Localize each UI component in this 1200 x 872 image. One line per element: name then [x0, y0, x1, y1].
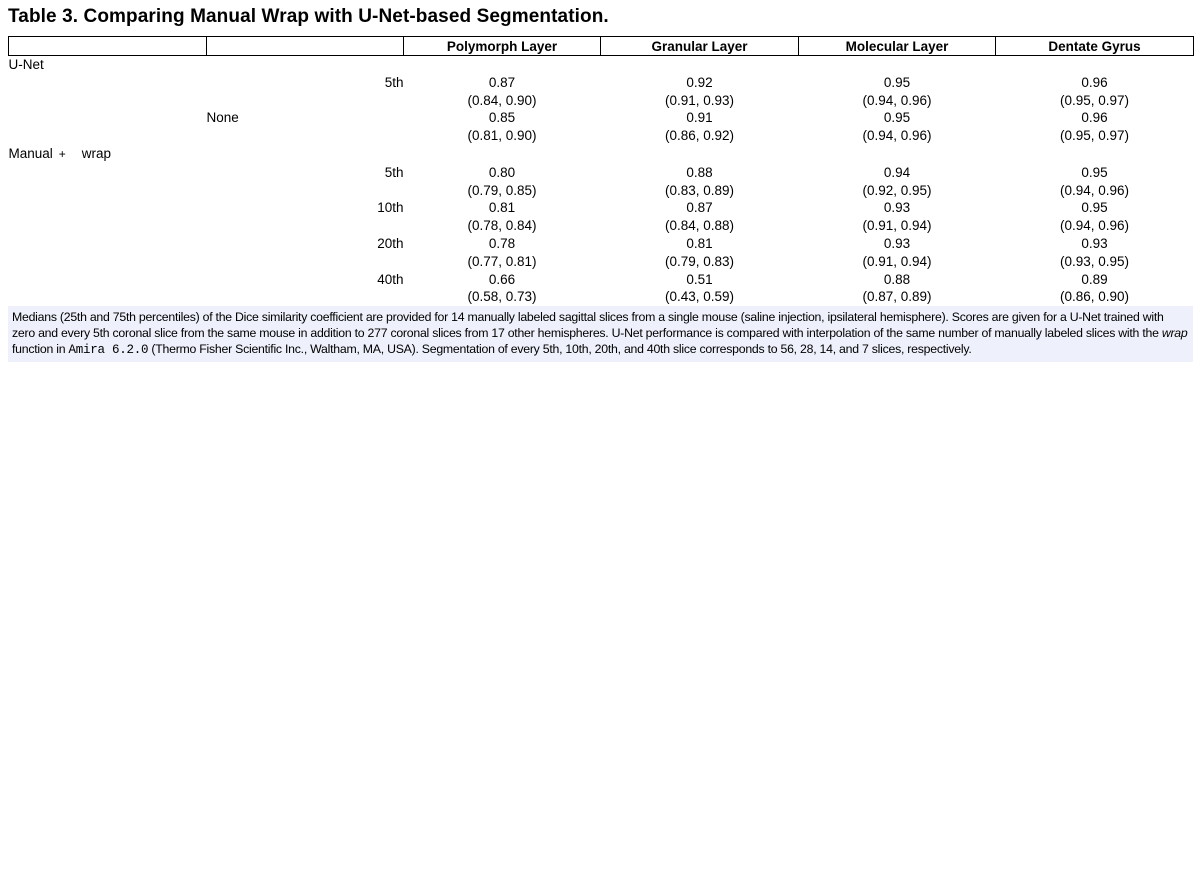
median-value: 0.92: [686, 74, 713, 90]
median-value: 0.51: [686, 271, 713, 287]
row-slice-label: 10th: [377, 200, 404, 216]
value-cell: [404, 235, 601, 271]
median-value: 0.85: [488, 110, 516, 126]
results-table: [8, 36, 1194, 306]
median-value: 0.93: [883, 235, 911, 251]
row-spacer: [9, 235, 207, 271]
percentile-range: (0.91, 0.93): [664, 92, 735, 108]
group-label-suffix: wrap: [81, 145, 112, 161]
median-value: 0.95: [1081, 200, 1108, 216]
footnote-text-3: (Thermo Fisher Scientific Inc., Waltham, MA, USA). Segmentation of every 5th, 10th, 20th, and 40th slice corresponds to 56, 28, 14, and 7 slices, respectively.: [148, 342, 972, 356]
percentile-range: (0.78, 0.84): [467, 218, 537, 234]
percentile-range: (0.58, 0.73): [467, 289, 537, 305]
row-slice-label: 20th: [377, 235, 404, 251]
table-title: Table 3. Comparing Manual Wrap with U-Net-based Segmentation.: [8, 6, 609, 27]
percentile-range: (0.94, 0.96): [1059, 218, 1130, 234]
value-cell: [996, 109, 1194, 145]
median-value: 0.96: [1081, 74, 1108, 90]
percentile-range: (0.94, 0.96): [862, 128, 932, 144]
value-cell: [799, 74, 996, 110]
percentile-range: (0.92, 0.95): [862, 182, 932, 198]
value-cell: [601, 74, 799, 110]
percentile-range: (0.84, 0.88): [664, 218, 735, 234]
header-cell-polymorph: Polymorph Layer: [404, 37, 601, 56]
value-cell: [996, 271, 1194, 307]
value-cell: [601, 164, 799, 200]
table-row: [9, 164, 1194, 200]
percentile-range: (0.87, 0.89): [862, 289, 932, 305]
median-value: 0.78: [488, 235, 516, 251]
header-row: [9, 37, 1194, 56]
table-row: [9, 199, 1194, 235]
median-value: 0.80: [488, 164, 516, 180]
median-value: 0.89: [1081, 271, 1108, 287]
median-value: 0.96: [1081, 110, 1108, 126]
median-value: 0.66: [488, 271, 516, 287]
value-cell: [601, 199, 799, 235]
value-cell: [996, 235, 1194, 271]
percentile-range: (0.91, 0.94): [862, 218, 932, 234]
median-value: 0.95: [883, 110, 911, 126]
group-label: [9, 145, 1194, 164]
median-value: 0.93: [1081, 235, 1108, 251]
table-footnote: [8, 306, 1193, 362]
median-value: 0.95: [883, 74, 911, 90]
footnote-text-2: function in: [12, 342, 69, 356]
percentile-range: (0.84, 0.90): [467, 92, 537, 108]
value-cell: [404, 199, 601, 235]
group-label-plus: +: [58, 146, 66, 161]
value-cell: [799, 235, 996, 271]
percentile-range: (0.95, 0.97): [1059, 92, 1130, 108]
table-row: [9, 271, 1194, 307]
percentile-range: (0.93, 0.95): [1059, 253, 1130, 269]
row-spacer: [9, 74, 207, 110]
group-label-text: U-Net: [8, 57, 44, 72]
median-value: 0.91: [686, 110, 713, 126]
header-cell-group: [9, 37, 207, 56]
header-cell-granular: Granular Layer: [601, 37, 799, 56]
value-cell: [601, 271, 799, 307]
row-slice-label: 5th: [384, 164, 404, 180]
row-spacer: [9, 271, 207, 307]
value-cell: [996, 199, 1194, 235]
percentile-range: (0.94, 0.96): [862, 92, 932, 108]
percentile-range: (0.95, 0.97): [1059, 128, 1130, 144]
header-cell-slices: [207, 37, 404, 56]
value-cell: [799, 109, 996, 145]
value-cell: [799, 199, 996, 235]
percentile-range: (0.83, 0.89): [664, 182, 735, 198]
group-row: [9, 56, 1194, 74]
footnote-text-1: Medians (25th and 75th percentiles) of the Dice similarity coefficient are provided for 14 manually labeled sagittal slices from a single mouse (saline injection, ipsilateral hemisphere). Scores are given for a U-Net trained with zero and every 5th coronal slice from the same mouse in addition to 277 coronal slices from 17 other hemispheres. U-Net performance is compared with interpolation of the same number of manually labeled slices with the: [12, 310, 1164, 340]
percentile-range: (0.81, 0.90): [467, 128, 537, 144]
value-cell: [601, 109, 799, 145]
row-spacer: [9, 199, 207, 235]
table-row: [9, 74, 1194, 110]
value-cell: [404, 74, 601, 110]
percentile-range: (0.94, 0.96): [1059, 182, 1130, 198]
median-value: 0.88: [686, 164, 713, 180]
median-value: 0.95: [1081, 164, 1108, 180]
percentile-range: (0.86, 0.90): [1059, 289, 1130, 305]
percentile-range: (0.43, 0.59): [664, 289, 735, 305]
row-spacer: [9, 164, 207, 200]
median-value: 0.87: [686, 200, 713, 216]
value-cell: [799, 271, 996, 307]
value-cell: [601, 235, 799, 271]
value-cell: [996, 74, 1194, 110]
median-value: 0.93: [883, 200, 911, 216]
group-label-text: Manual: [8, 145, 53, 161]
value-cell: [404, 109, 601, 145]
median-value: 0.87: [488, 74, 516, 90]
group-row: [9, 145, 1194, 164]
row-slice-label: 40th: [377, 271, 404, 287]
percentile-range: (0.79, 0.85): [467, 182, 537, 198]
row-slice-label: 5th: [384, 74, 404, 90]
table-row: [9, 235, 1194, 271]
value-cell: [404, 164, 601, 200]
median-value: 0.94: [883, 164, 911, 180]
footnote-software: Amira 6.2.0: [68, 343, 149, 357]
row-slice-label: None: [206, 110, 239, 126]
percentile-range: (0.91, 0.94): [862, 253, 932, 269]
median-value: 0.88: [883, 271, 911, 287]
header-cell-molecular: Molecular Layer: [799, 37, 996, 56]
percentile-range: (0.77, 0.81): [467, 253, 537, 269]
table-row: [9, 109, 1194, 145]
group-label: [9, 56, 1194, 74]
percentile-range: (0.79, 0.83): [664, 253, 735, 269]
value-cell: [996, 164, 1194, 200]
percentile-range: (0.86, 0.92): [664, 128, 735, 144]
value-cell: [404, 271, 601, 307]
median-value: 0.81: [488, 200, 516, 216]
row-spacer: [9, 109, 207, 145]
median-value: 0.81: [686, 235, 713, 251]
value-cell: [799, 164, 996, 200]
footnote-italic: wrap: [1161, 326, 1188, 340]
header-cell-dentate: Dentate Gyrus: [996, 37, 1194, 56]
